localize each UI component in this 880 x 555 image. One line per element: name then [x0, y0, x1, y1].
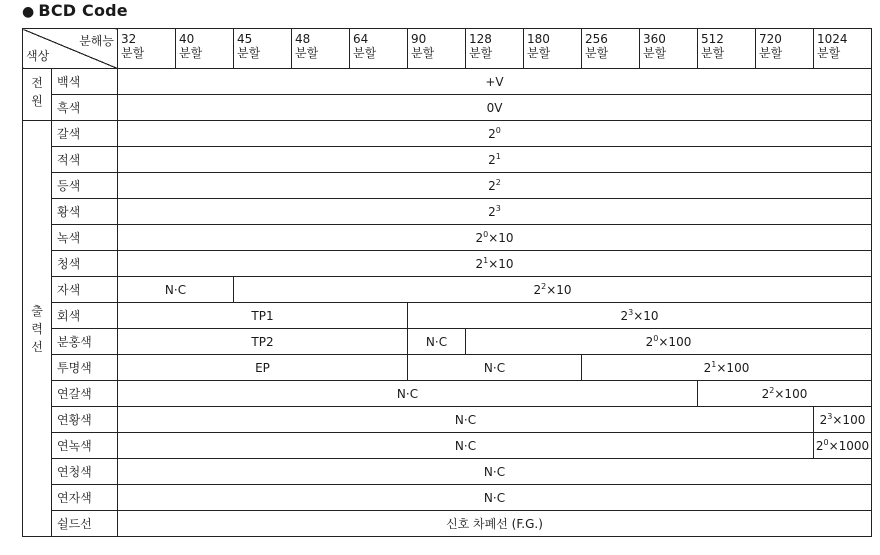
wire-color-text: 연자색 [57, 491, 92, 505]
wire-color-text: 청색 [57, 257, 81, 271]
wire-color-label [52, 511, 118, 537]
header-unit: 분할 [585, 46, 609, 60]
wire-color-text: 자색 [57, 283, 81, 297]
header-cell-40 [176, 29, 234, 69]
wire-color-text: 연황색 [57, 413, 92, 427]
signal-cell [118, 173, 872, 199]
header-cell-360 [640, 29, 698, 69]
signal-base: TP2 [251, 334, 274, 349]
header-unit: 분할 [527, 46, 551, 60]
header-resolution: 45 [237, 32, 253, 46]
signal-exponent: 1 [483, 255, 489, 265]
signal-base: 2 [475, 256, 484, 271]
table-row [23, 433, 872, 459]
signal-cell [118, 485, 872, 511]
table-row [23, 173, 872, 199]
wire-color-text: 등색 [57, 179, 81, 193]
group-power-char: 원 [31, 94, 43, 108]
signal-cell [466, 329, 872, 355]
header-unit: 분할 [237, 46, 261, 60]
signal-base: 2 [761, 386, 770, 401]
signal-exponent: 1 [495, 151, 501, 161]
signal-cell [118, 511, 872, 537]
signal-cell [814, 407, 872, 433]
signal-base: +V [485, 74, 504, 89]
table-row [23, 511, 872, 537]
signal-exponent: 3 [827, 411, 833, 421]
signal-base: 2 [703, 360, 712, 375]
corner-color-label: 색상 [26, 49, 50, 63]
table-row [23, 303, 872, 329]
wire-color-label [52, 381, 118, 407]
signal-exponent: 2 [495, 177, 501, 187]
signal-cell [118, 459, 872, 485]
signal-multiplier: ×10 [546, 282, 572, 297]
group-output-char: 출 [31, 303, 43, 318]
signal-cell [234, 277, 872, 303]
signal-multiplier: ×100 [658, 334, 692, 349]
table-row [23, 277, 872, 303]
wire-color-text: 연갈색 [57, 387, 92, 401]
wire-color-text: 투명색 [57, 361, 92, 375]
wire-color-label [52, 199, 118, 225]
signal-multiplier: ×10 [488, 256, 514, 271]
header-cell-45 [234, 29, 292, 69]
signal-base: N·C [396, 386, 419, 401]
table-row [23, 407, 872, 433]
wire-color-text: 쉴드선 [57, 517, 92, 531]
signal-base: 2 [815, 438, 824, 453]
wire-color-label [52, 173, 118, 199]
wire-color-label [52, 277, 118, 303]
signal-base: 0V [486, 100, 503, 115]
table-row [23, 381, 872, 407]
signal-cell [698, 381, 872, 407]
table-row [23, 147, 872, 173]
group-power-char: 전 [31, 76, 43, 90]
table-row [23, 199, 872, 225]
header-unit: 분할 [817, 46, 841, 60]
signal-exponent: 0 [483, 229, 489, 239]
table-row [23, 251, 872, 277]
wire-color-text: 흑색 [57, 101, 81, 115]
signal-cell [118, 407, 814, 433]
signal-base: N·C [483, 464, 506, 479]
signal-multiplier: ×100 [832, 412, 866, 427]
signal-base: 2 [475, 230, 484, 245]
signal-cell [118, 69, 872, 95]
signal-multiplier: ×100 [716, 360, 750, 375]
header-unit: 분할 [353, 46, 377, 60]
signal-base: 2 [488, 204, 496, 219]
wire-color-label [52, 95, 118, 121]
signal-base: 2 [533, 282, 542, 297]
wire-color-text: 백색 [57, 75, 81, 89]
header-resolution: 256 [585, 32, 608, 46]
signal-exponent: 2 [541, 281, 547, 291]
signal-base: N·C [164, 282, 187, 297]
header-resolution: 720 [759, 32, 782, 46]
header-cell-48 [292, 29, 350, 69]
header-unit: 분할 [411, 46, 435, 60]
wire-color-label [52, 485, 118, 511]
signal-cell [118, 251, 872, 277]
signal-cell [118, 147, 872, 173]
wire-color-label [52, 407, 118, 433]
signal-cell [118, 381, 698, 407]
signal-base: 2 [645, 334, 654, 349]
header-cell-32 [118, 29, 176, 69]
header-resolution: 64 [353, 32, 369, 46]
table-row [23, 69, 872, 95]
header-cell-64 [350, 29, 408, 69]
signal-base: 2 [488, 126, 496, 141]
header-cell-90 [408, 29, 466, 69]
header-unit: 분할 [179, 46, 203, 60]
header-unit: 분할 [121, 46, 145, 60]
header-cell-1024 [814, 29, 872, 69]
wire-color-label [52, 355, 118, 381]
signal-base: TP1 [251, 308, 274, 323]
signal-cell [118, 121, 872, 147]
signal-cell [118, 225, 872, 251]
header-unit: 분할 [643, 46, 667, 60]
header-resolution: 180 [527, 32, 550, 46]
header-resolution: 360 [643, 32, 666, 46]
signal-exponent: 3 [495, 203, 501, 213]
signal-cell [408, 355, 582, 381]
header-cell-180 [524, 29, 582, 69]
header-resolution: 48 [295, 32, 311, 46]
signal-cell [118, 355, 408, 381]
table-row [23, 95, 872, 121]
header-resolution: 128 [469, 32, 492, 46]
title-text: BCD Code [38, 1, 128, 20]
signal-base: 2 [620, 308, 629, 323]
signal-cell [408, 303, 872, 329]
table-row [23, 225, 872, 251]
signal-exponent: 3 [628, 307, 634, 317]
signal-exponent: 0 [823, 437, 829, 447]
signal-base: 2 [488, 178, 496, 193]
wire-color-label [52, 69, 118, 95]
wire-color-text: 적색 [57, 153, 81, 167]
signal-base: N·C [454, 438, 477, 453]
signal-cell [118, 329, 408, 355]
signal-base: N·C [483, 360, 506, 375]
group-output-char: 력 [31, 321, 43, 336]
signal-cell [814, 433, 872, 459]
signal-base: N·C [454, 412, 477, 427]
header-resolution: 1024 [817, 32, 848, 46]
wire-color-label [52, 147, 118, 173]
header-unit: 분할 [469, 46, 493, 60]
table-row [23, 121, 872, 147]
signal-cell [118, 95, 872, 121]
wire-color-text: 회색 [57, 309, 81, 323]
wire-color-text: 분홍색 [57, 335, 92, 349]
group-power [23, 69, 52, 121]
header-row [23, 29, 872, 69]
wire-color-text: 녹색 [57, 231, 81, 245]
signal-exponent: 1 [711, 359, 717, 369]
header-resolution: 512 [701, 32, 724, 46]
table-row [23, 355, 872, 381]
page-title [22, 1, 128, 20]
signal-multiplier: ×10 [488, 230, 514, 245]
signal-exponent: 2 [769, 385, 775, 395]
signal-cell [582, 355, 872, 381]
signal-base: 2 [488, 152, 496, 167]
header-cell-128 [466, 29, 524, 69]
wire-color-label [52, 251, 118, 277]
header-unit: 분할 [295, 46, 319, 60]
header-corner [23, 29, 118, 69]
corner-resolution-label: 분해능 [79, 34, 114, 48]
wire-color-text: 갈색 [57, 127, 81, 141]
signal-exponent: 0 [653, 333, 659, 343]
signal-cell [118, 433, 814, 459]
header-cell-720 [756, 29, 814, 69]
table-row [23, 485, 872, 511]
header-cell-512 [698, 29, 756, 69]
signal-base: 2 [819, 412, 828, 427]
header-resolution: 40 [179, 32, 195, 46]
signal-base: N·C [483, 490, 506, 505]
header-unit: 분할 [759, 46, 783, 60]
group-output-char: 선 [31, 339, 43, 354]
signal-base: EP [255, 360, 270, 375]
signal-cell [408, 329, 466, 355]
wire-color-label [52, 121, 118, 147]
header-cell-256 [582, 29, 640, 69]
bullet-icon: ● [22, 4, 35, 20]
header-resolution: 32 [121, 32, 137, 46]
signal-multiplier: ×10 [633, 308, 659, 323]
signal-multiplier: ×100 [774, 386, 808, 401]
group-output [23, 121, 52, 537]
bcd-code-table [22, 28, 872, 537]
table-row [23, 329, 872, 355]
wire-color-label [52, 433, 118, 459]
wire-color-label [52, 303, 118, 329]
header-resolution: 90 [411, 32, 427, 46]
wire-color-text: 연청색 [57, 465, 92, 479]
wire-color-label [52, 459, 118, 485]
signal-cell [118, 199, 872, 225]
wire-color-label [52, 329, 118, 355]
signal-cell [118, 277, 234, 303]
signal-cell [118, 303, 408, 329]
signal-multiplier: ×1000 [828, 438, 870, 453]
signal-base: 신호 차폐선 (F.G.) [446, 517, 543, 531]
table-row [23, 459, 872, 485]
signal-base: N·C [425, 334, 448, 349]
wire-color-text: 황색 [57, 205, 81, 219]
wire-color-label [52, 225, 118, 251]
signal-exponent: 0 [495, 125, 501, 135]
header-unit: 분할 [701, 46, 725, 60]
wire-color-text: 연녹색 [57, 439, 92, 453]
